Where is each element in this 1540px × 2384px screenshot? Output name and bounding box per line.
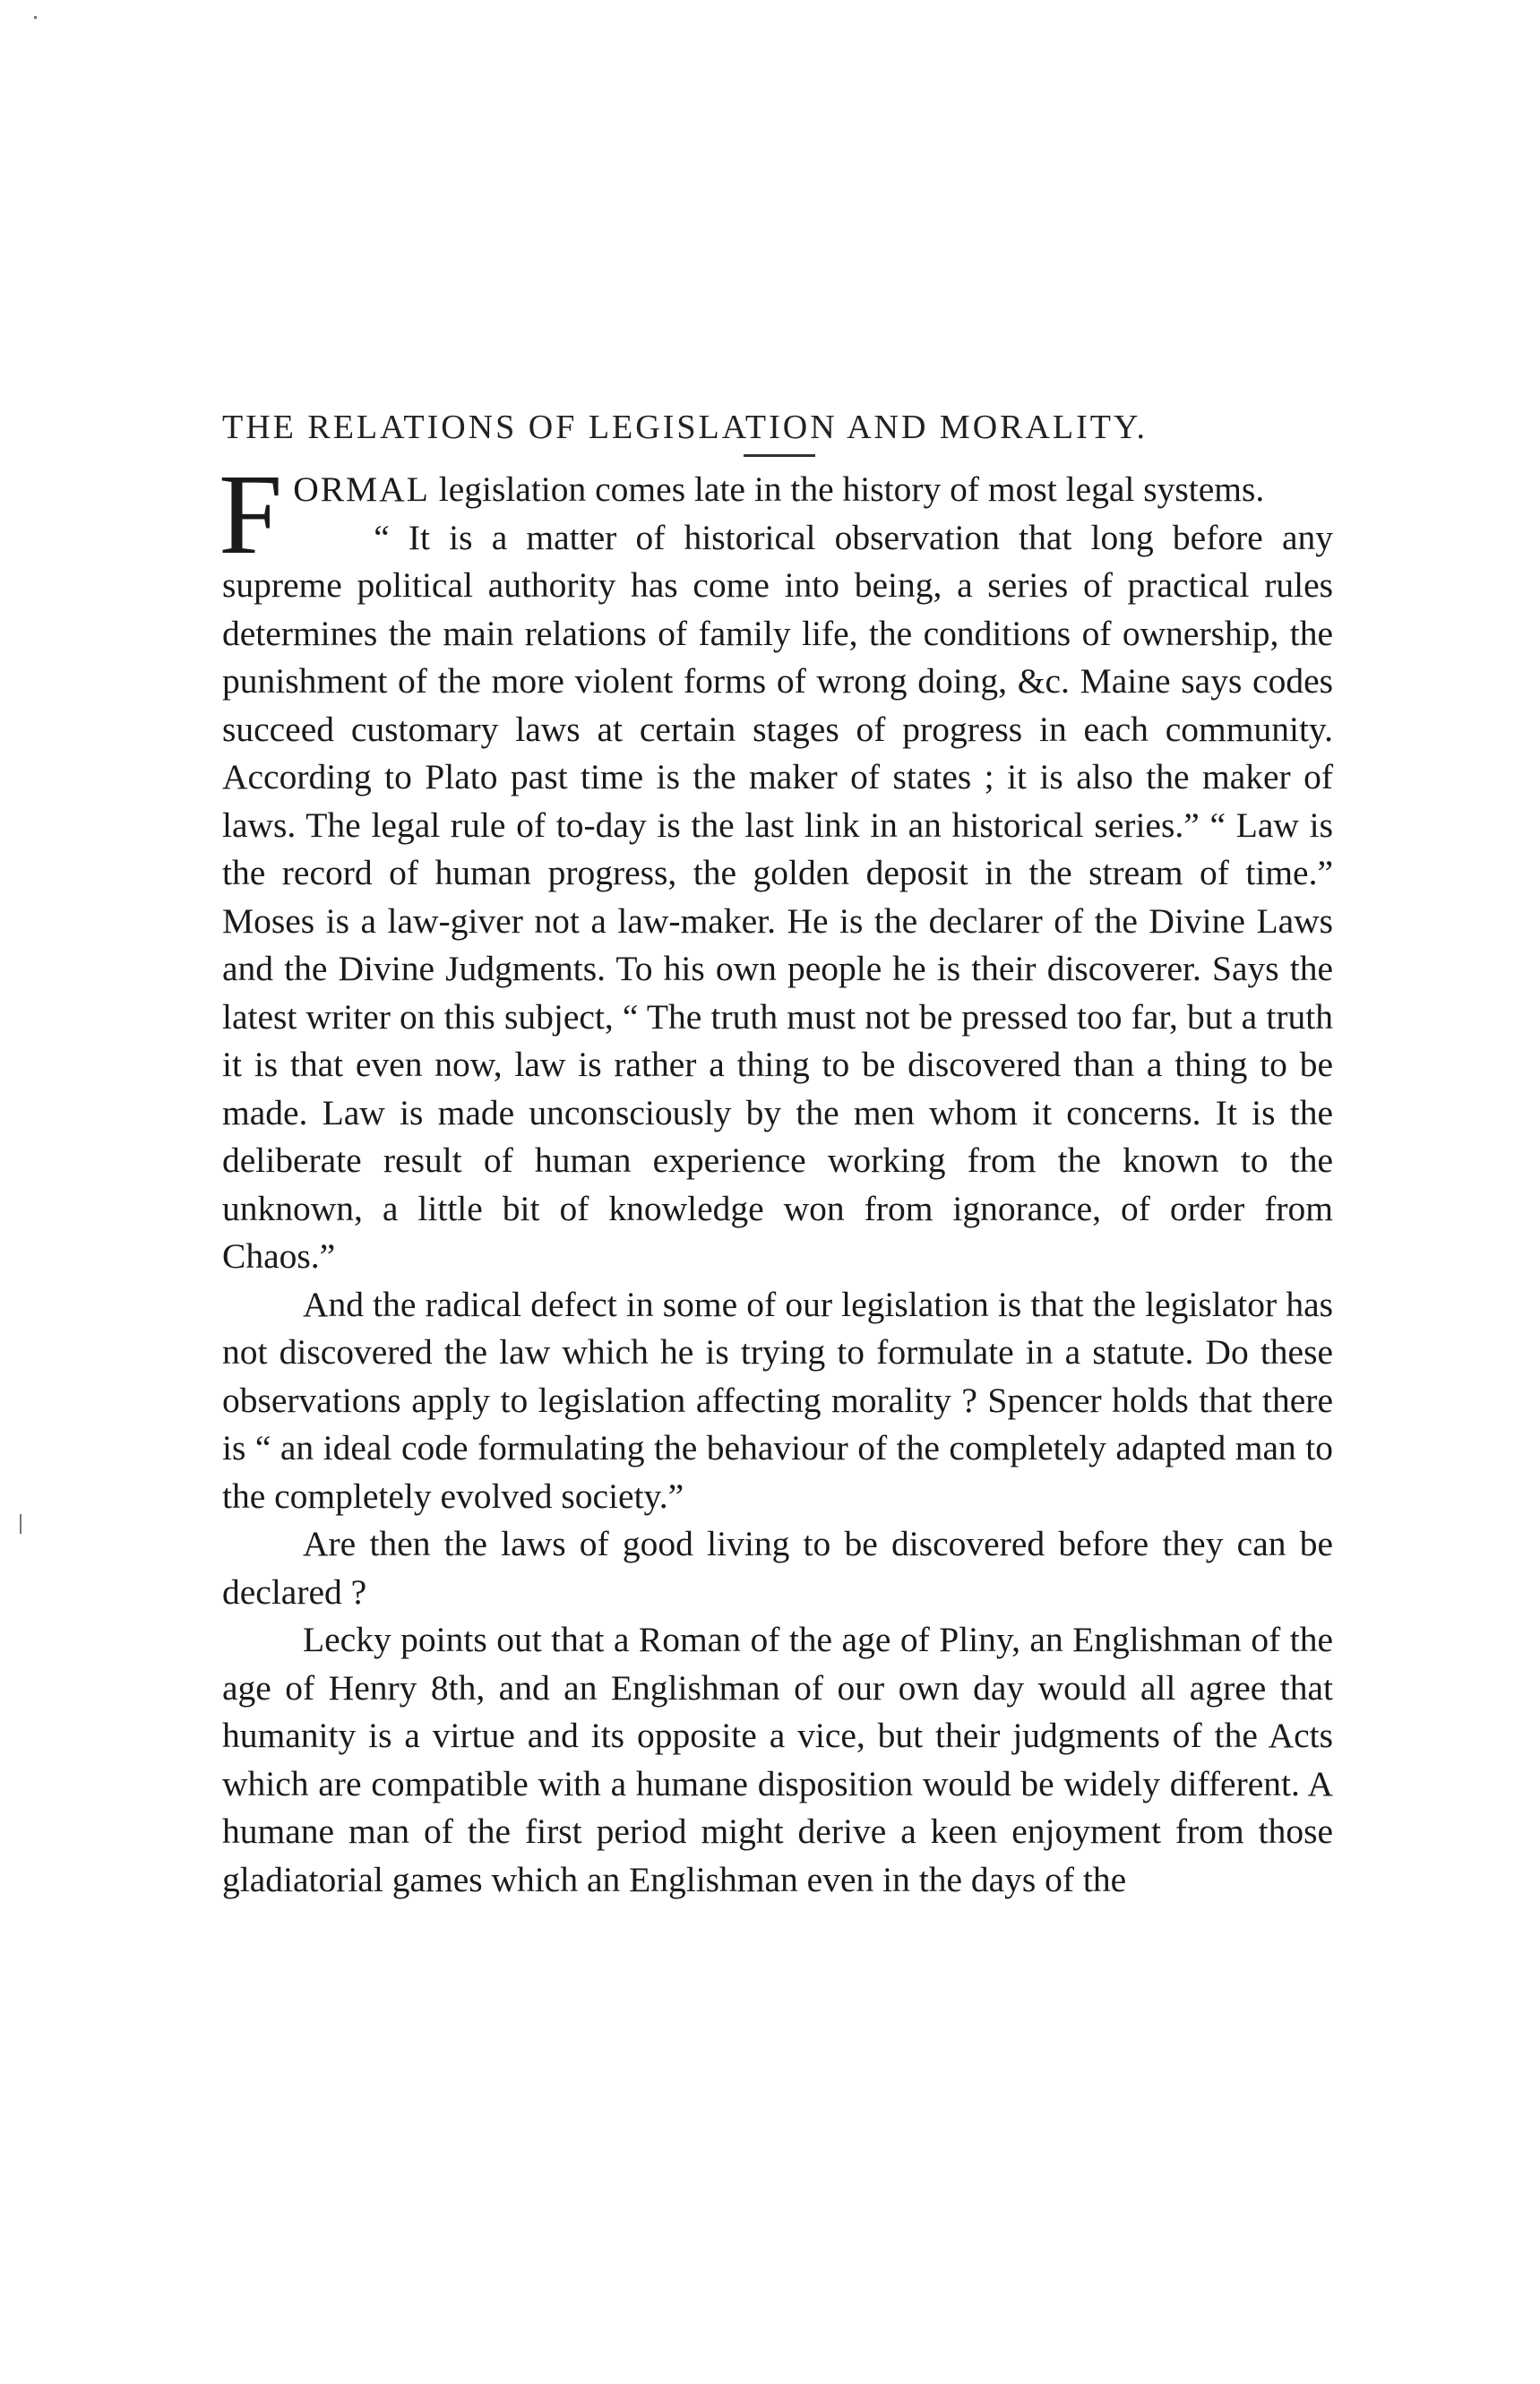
paragraph-4: Are then the laws of good living to be discovered before they can be declared ? xyxy=(222,1524,1333,1612)
scan-speck xyxy=(34,16,37,19)
page-title: THE RELATIONS OF LEGISLATION AND MORALITY. xyxy=(222,409,1149,446)
paragraph-2: “ It is a matter of historical observation that long before any supreme political authority has come into being, a series of practical rules determines the main relations of family life, the conditions of ownership, the punishment of the more violent forms of wrong doing, &c. Maine says codes succeed customary laws at certain stages of progress in each community. According to Plato past time is the maker of states ; it is also the maker of laws. The legal rule of to-day is the last link in an historical series.” “ Law is the record of human progress, the golden deposit in the stream of time.” Moses is a law-giver not a law-maker. He is the declarer of the Divine Laws and the Divine Judgments. To his own people he is their discoverer. Says the latest writer on this subject, “ The truth must not be pressed too far, but a truth it is that even now, law is rather a thing to be discovered than a thing to be made. Law is made unconsciously by the men whom it concerns. It is the deliberate result of human experience working from the known to the unknown, a little bit of knowledge won from ignorance, of order from Chaos.” xyxy=(222,517,1333,1276)
paragraph-3: And the radical defect in some of our legislation is that the legislator has not discovered the law which he is trying to formulate in a statute. Do these observations apply to legislation affecting morality ? Spencer holds that there is “ an ideal code formulating the behaviour of the completely adapted man to the completely evolved society.” xyxy=(222,1284,1333,1516)
lead-word: ORMAL xyxy=(293,469,430,509)
scan-speck xyxy=(20,1514,22,1534)
title-rule xyxy=(744,454,815,457)
article-body xyxy=(219,451,1333,1904)
paragraph-1 xyxy=(219,451,1333,578)
paragraph-5: Lecky points out that a Roman of the age of Pliny, an Englishman of the age of Henry 8th, and an Englishman of our own day would all agree that humanity is a virtue and its opposite a vice, but their judgments of the Acts which are compatible with a humane disposition would be widely different. A humane man of the first period might derive a keen enjoyment from those gladiatorial games which an Englishman even in the days of the xyxy=(222,1620,1333,1899)
drop-cap: F xyxy=(219,451,283,578)
paragraph-1-text: legislation comes late in the history of most legal systems. xyxy=(429,469,1265,509)
